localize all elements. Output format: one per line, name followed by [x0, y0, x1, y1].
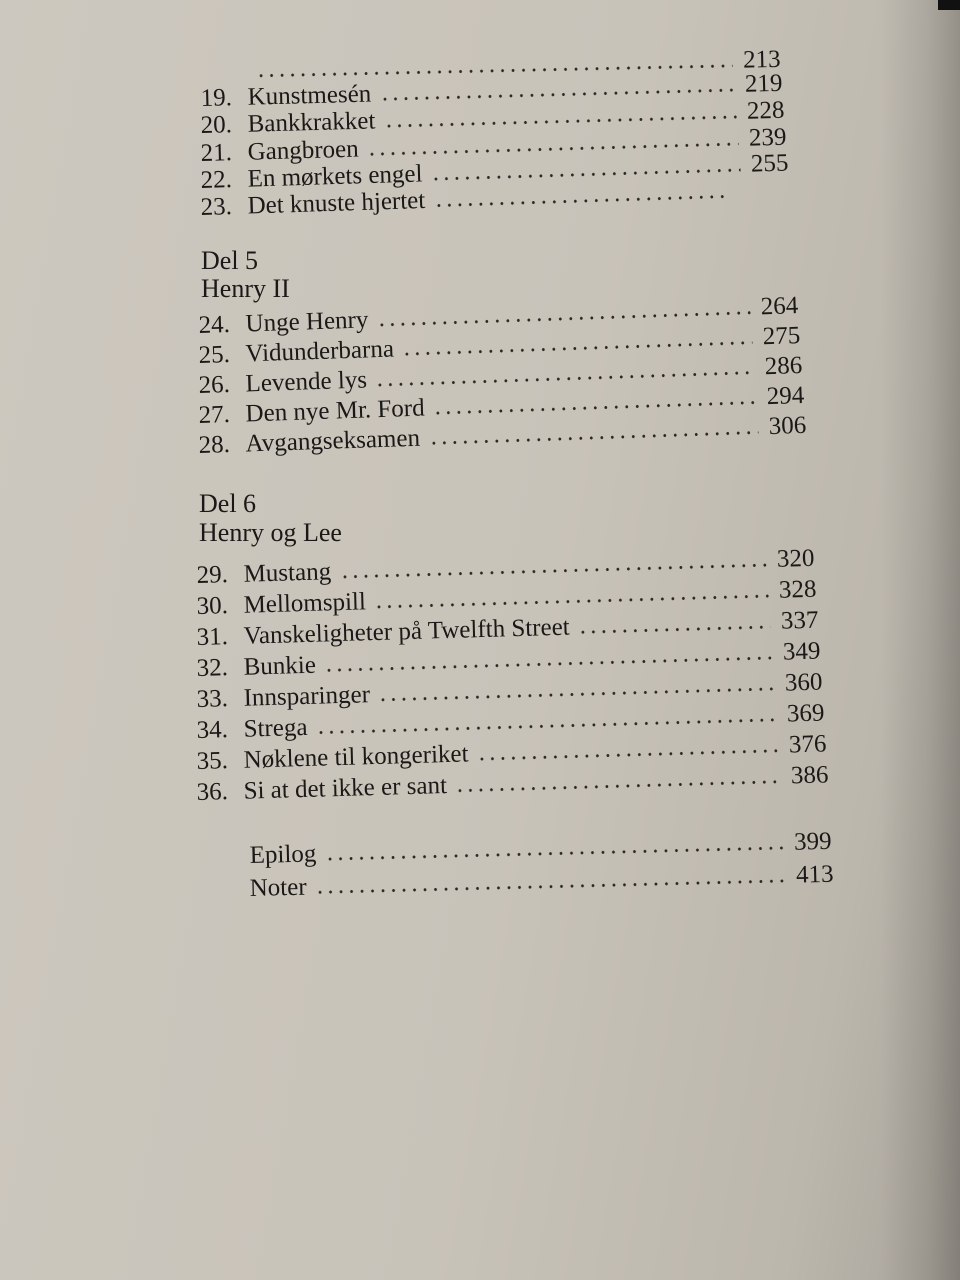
dot-leader [379, 88, 734, 101]
toc-entry-number: 33. [196, 685, 229, 713]
toc-entry-title: Mellomspill [243, 588, 367, 619]
dot-leader [477, 749, 779, 761]
toc-entry-number: 32. [196, 654, 229, 682]
toc-entry-page: 219 [744, 69, 783, 98]
toc-entry-backmatter [249, 829, 831, 868]
toc-entry-title: Epilog [249, 840, 317, 869]
toc-entry-number: 24. [198, 310, 231, 339]
toc-entry-title: Nøklene til kongeriket [243, 740, 469, 774]
toc-entry-title: Strega [243, 713, 308, 743]
toc-entry-title: Bankkrakket [247, 107, 376, 138]
part-label: Del 5 [201, 246, 259, 275]
toc-entry-number: 23. [200, 193, 233, 221]
toc-entry-title: Vanskeligheter på Twelfth Street [243, 613, 571, 650]
toc-entry-page: 386 [790, 761, 829, 790]
toc-entry-title: Vidunderbarna [245, 335, 395, 368]
dot-leader [378, 687, 775, 702]
toc-entry-number: 20. [200, 111, 233, 139]
toc-entry-number: 26. [198, 370, 231, 399]
dot-leader [433, 401, 757, 416]
dot-leader [315, 879, 786, 895]
toc-entry-page: 264 [760, 292, 799, 321]
dot-leader [375, 371, 754, 388]
toc-entry-title: Unge Henry [245, 306, 369, 338]
toc-entry-page: 213 [742, 45, 781, 74]
toc-entry-page: 286 [764, 351, 803, 381]
toc-entry-number: 28. [198, 430, 231, 459]
part-label: Del 6 [199, 489, 257, 518]
toc-entry-page: 376 [788, 730, 827, 759]
dot-leader [374, 594, 769, 609]
toc-entry-page: 320 [776, 544, 815, 573]
toc-entry-number: 21. [200, 139, 233, 167]
toc-entry-title: Noter [249, 873, 307, 902]
toc-entry-number: 31. [196, 623, 229, 651]
toc-entry-page: 294 [766, 381, 805, 411]
dot-leader [324, 656, 773, 673]
toc-entry-title: Si at det ikke er sant [243, 772, 448, 805]
toc-entry-page: 255 [750, 149, 789, 178]
toc-entry-title: Det knuste hjertet [247, 186, 426, 220]
dot-leader [402, 341, 753, 357]
toc-entry-page: 337 [780, 606, 819, 635]
dot-leader [455, 780, 781, 793]
dot-leader [324, 846, 783, 861]
toc-entry-page: 399 [793, 827, 832, 856]
toc-entry-page: 369 [786, 699, 825, 728]
dot-leader [383, 115, 736, 128]
toc-entry-number: 19. [200, 84, 233, 112]
toc-entry-number: 30. [196, 592, 229, 620]
toc-entry-number: 29. [196, 561, 229, 589]
dot-leader [316, 718, 777, 735]
toc-entry-number: 35. [196, 747, 229, 775]
toc-entry-title: Avgangseksamen [245, 424, 421, 458]
toc-entry-title: En mørkets engel [247, 160, 423, 193]
toc-entry-page: 306 [768, 411, 807, 441]
toc-entry-page: 275 [762, 322, 801, 351]
dot-leader [428, 430, 758, 445]
dot-leader [376, 311, 750, 327]
toc-entry-number: 25. [198, 340, 231, 369]
toc-entry-number: 34. [196, 716, 229, 744]
toc-entry-title: Den nye Mr. Ford [245, 394, 426, 428]
toc-entry-number: 27. [198, 400, 231, 429]
toc-entry-page: 360 [784, 668, 823, 697]
toc-entry-page: 228 [746, 96, 785, 125]
toc-entry-number: 22. [200, 166, 233, 194]
toc-entry-backmatter [249, 862, 833, 901]
part-title: Henry og Lee [199, 518, 342, 547]
toc-entry-page: 328 [778, 575, 817, 604]
toc-entry-title: Mustang [243, 558, 332, 588]
toc-entry-title: Bunkie [243, 651, 317, 681]
toc-entry-title: Kunstmesén [247, 80, 372, 111]
toc-entry-number: 36. [196, 778, 229, 806]
toc-entry-title: Levende lys [245, 366, 368, 398]
toc-entry-page: 239 [748, 123, 787, 152]
toc-entry-page: 349 [782, 637, 821, 666]
dot-leader [339, 563, 766, 579]
part-title: Henry II [201, 274, 290, 303]
toc-entry-title: Innsparinger [243, 681, 371, 712]
toc-entry-title: Gangbroen [247, 135, 360, 166]
dot-leader [578, 625, 771, 634]
toc-entry-page: 413 [795, 860, 834, 889]
dot-leader [433, 194, 730, 207]
